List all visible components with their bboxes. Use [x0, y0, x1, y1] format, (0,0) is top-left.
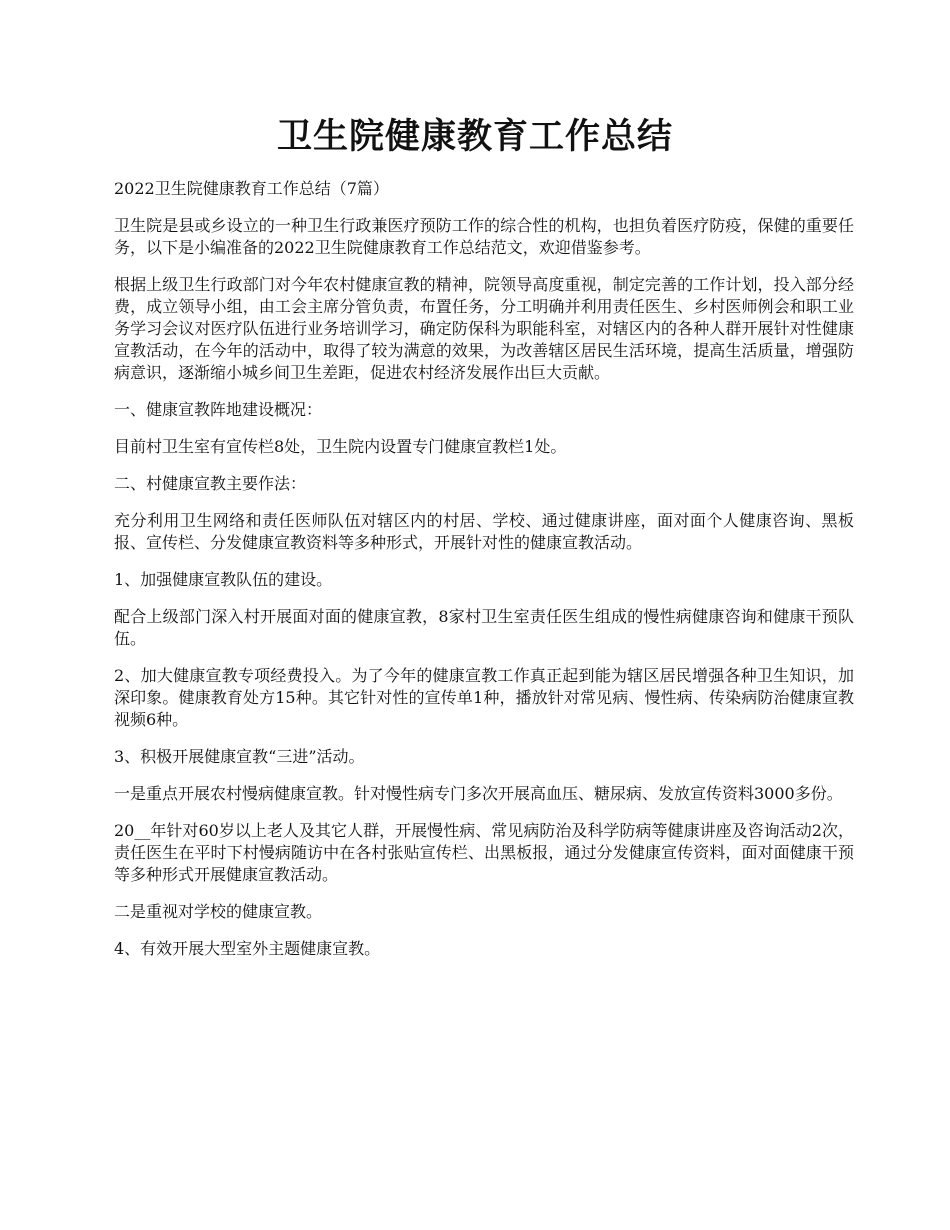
section-heading-1: 一、健康宣教阵地建设概况：: [114, 400, 323, 419]
paragraph: 20__年针对60岁以上老人及其它人群，开展慢性病、常见病防治及科学防病等健康讲座及咨询活动2次，责任医生在平时下村慢病随访中在各村张贴宣传栏、出黑板报，通过分发健康宣传资料，面对面健康干预等多种形式开展健康宣教活动。: [114, 821, 854, 884]
paragraph-intro: 卫生院是县或乡设立的一种卫生行政兼医疗预防工作的综合性的机构，也担负着医疗防疫，保健的重要任务，以下是小编准备的2022卫生院健康教育工作总结范文，欢迎借鉴参考。: [114, 216, 854, 257]
paragraph-overview: 根据上级卫生行政部门对今年农村健康宣教的精神，院领导高度重视，制定完善的工作计划，投入部分经费，成立领导小组，由工会主席分管负责，布置任务，分工明确并利用责任医生、乡村医师例会和职工业务学习会议对医疗队伍进行业务培训学习，确定防保科为职能科室，对辖区内的各种人群开展针对性健康宣教活动，在今年的活动中，取得了较为满意的效果，为改善辖区居民生活环境，提高生活质量，增强防病意识，逐渐缩小城乡间卫生差距，促进农村经济发展作出巨大贡献。: [114, 275, 854, 382]
paragraph: 配合上级部门深入村开展面对面的健康宣教，8家村卫生室责任医生组成的慢性病健康咨询和健康干预队伍。: [114, 607, 854, 648]
list-item-heading: 1、加强健康宣教队伍的建设。: [114, 570, 333, 589]
document-body: [114, 178, 854, 975]
paragraph: 充分利用卫生网络和责任医师队伍对辖区内的村居、学校、通过健康讲座，面对面个人健康咨询、黑板报、宣传栏、分发健康宣教资料等多种形式，开展针对性的健康宣教活动。: [114, 511, 854, 552]
paragraph: 一是重点开展农村慢病健康宣教。针对慢性病专门多次开展高血压、糖尿病、发放宣传资料3000多份。: [114, 784, 843, 803]
list-item-heading: 3、积极开展健康宣教“三进”活动。: [114, 747, 365, 766]
list-item-paragraph: 2、加大健康宣教专项经费投入。为了今年的健康宣教工作真正起到能为辖区居民增强各种卫生知识，加深印象。健康教育处方15种。其它针对性的宣传单1种，播放针对常见病、慢性病、传染病防治健康宣教视频6种。: [114, 666, 854, 729]
list-item-heading: 4、有效开展大型室外主题健康宣教。: [114, 939, 381, 958]
paragraph: 目前村卫生室有宣传栏8处，卫生院内设置专门健康宣教栏1处。: [114, 437, 567, 456]
paragraph: 二是重视对学校的健康宣教。: [114, 902, 323, 921]
section-heading-2: 二、村健康宣教主要作法：: [114, 474, 307, 493]
paragraph-subtitle: 2022卫生院健康教育工作总结（7篇）: [114, 179, 389, 198]
document-title: 卫生院健康教育工作总结: [276, 116, 673, 157]
